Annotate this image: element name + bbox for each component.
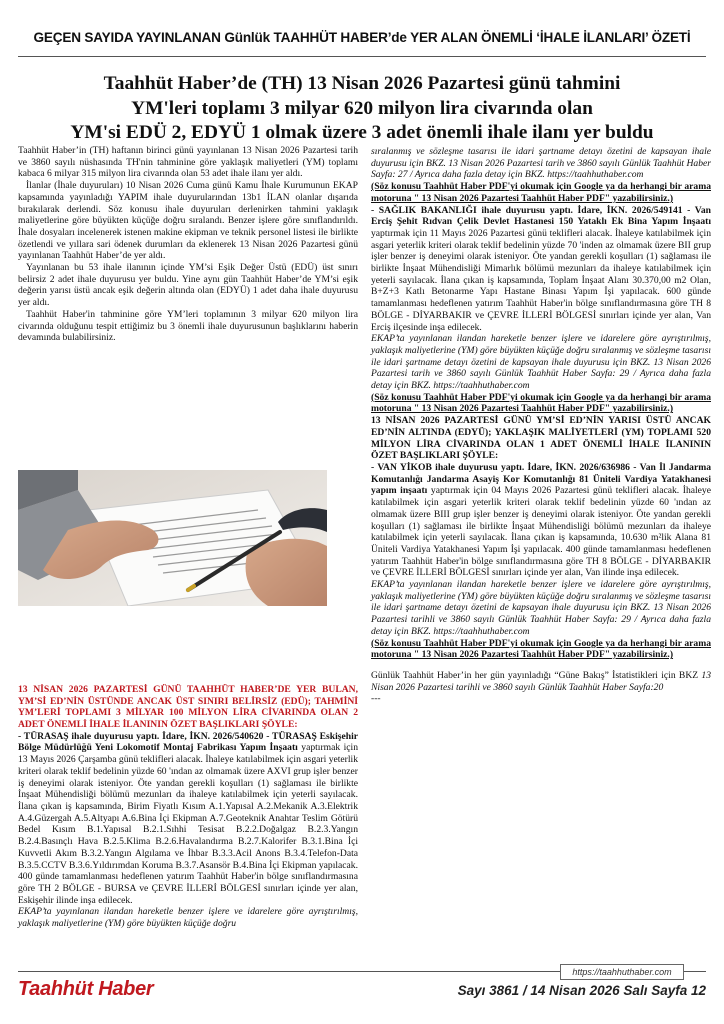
edyu-item-note: EKAP’ta yayınlanan ilandan hareketle benzer işlere ve idarelere göre ayrıştırılmış, yaklaşık maliyetlerine (YM) göre büyükten küçüğe doğru sıralanmış ve sözleşme tasarısı ile idari şartname detayı özetini de kapsayan ihale duyurusu için BKZ. 13 Nisan 2026 Pazartesi tarihli ve 3860 sayılı Günlük Taahhüt Haber Sayfa: 29 / Ayrıca daha fazla detay için BKZ. https://taahhuthaber.com [371,579,711,637]
closing-ref: 13 Nisan 2026 Pazartesi tarihli ve 3860 sayılı Günlük Taahhüt Haber Sayfa:20 [371,669,711,693]
edu-item-2-note: EKAP’ta yayınlanan ilandan hareketle benzer işlere ve idarelere göre ayrıştırılmış, yaklaşık maliyetlerine (YM) göre büyükten küçüğe doğru sıralanmış ve sözleşme tasarısı ile idari şartname detayı özetini de kapsayan ihale duyurusu için BKZ. 13 Nisan 2026 Pazartesi tarih ve 3860 sayılı Günlük Taahhüt Haber Sayfa: 29 / Ayrıca daha fazla detay için BKZ. https://taahhuthaber.com [371,333,711,392]
end-mark: --- [371,693,381,705]
edu-item-1-title: - TÜRASAŞ ihale duyurusu yaptı. İdare, İKN. 2026/540620 - TÜRASAŞ Eskişehir Bölge Müdürlüğü Yeni Lokomotif Montaj Fabrikası Yapım İnşaatı [18,730,358,754]
right-column [371,146,711,705]
closing-paragraph [371,670,711,693]
handshake-document-photo [18,470,327,606]
edu-item-2-title: - SAĞLIK BAKANLIĞI ihale duyurusu yaptı. İdare, İKN. 2026/549141 - Van Erciş Şehit Rıdvan Çelik Devlet Hastanesi 150 Yataklı Ek Bina Yapım İnşaatı [371,204,711,228]
edu-item-1-note-start: EKAP’ta yayınlanan ilandan hareketle benzer işlere ve idarelere göre ayrıştırılmış, yaklaşık maliyetlerine (YM) göre büyükten küçüğe doğru [18,906,358,930]
edu-item-1-note-end: sıralanmış ve sözleşme tasarısı ile idari şartname detayı özetini de kapsayan ihale duyurusu için BKZ. 13 Nisan 2026 Pazartesi tarih ve 3860 sayılı Günlük Taahhüt Haber Sayfa: 27 / Ayrıca daha fazla detay için BKZ. https://taahhuthaber.com [371,146,711,181]
edu-item-1-pdf-hint: (Söz konusu Taahhüt Haber PDF'yi okumak için Google ya da herhangi bir arama motoruna " 13 Nisan 2026 Pazartesi Taahhüt Haber PDF" yazabilirsiniz.) [371,181,711,204]
headline [18,72,706,146]
edu-item-2-pdf-hint: (Söz konusu Taahhüt Haber PDF'yi okumak için Google ya da herhangi bir arama motoruna " 13 Nisan 2026 Pazartesi Taahhüt Haber PDF" yazabilirsiniz.) [371,391,711,415]
spacer [371,661,711,670]
headline-line-2: YM'leri toplamı 3 milyar 620 milyon lira civarında olan [131,97,593,119]
edu-item-2 [371,205,711,334]
edyu-item-body: yaptırmak için 04 Mayıs 2026 Pazartesi günü teklifleri alacak. İhaleye katılabilmek için asgari yeterlik kriteri olarak teklif bedelinin yüzde 60 'ından az olmamak üzere BIII grup işler benzer iş deneyimi olarak isteniyor. Öte yandan gerekli koşulları (1) sağlaması ile birlikte İnşaat Mühendisliği bölümü mezunları da ihaleye katılabilmek için yeterli sayılacak. İlana çıkan iş kapsamında, 10.630 m²lik Alana 81 Üniteli Vardiya Yatakhanesi Yapım İşi yapılacak. 400 günde tamamlanması hedeflenen yatırım Taahhüt Haber'in bölge sınıflandırmasına göre TH 8 BÖLGE - DİYARBAKIR ve ÇEVRE İLLERİ BÖLGESİ sınırları içinde yer alan, Van ilinde inşa edilecek. [371,485,711,579]
edyu-item-pdf-hint: (Söz konusu Taahhüt Haber PDF'yi okumak için Google ya da herhangi bir arama motoruna " 13 Nisan 2026 Pazartesi Taahhüt Haber PDF" yazabilirsiniz.) [371,637,711,661]
headline-line-1: Taahhüt Haber’de (TH) 13 Nisan 2026 Pazartesi günü tahmini [103,73,621,94]
intro-paragraph-1: Taahhüt Haber’in (TH) haftanın birinci günü yayınlanan 13 Nisan 2026 Pazartesi tarih ve 3860 sayılı nüshasında TH'nin tahminine göre yaklaşık maliyetleri (YM) toplamı kabaca 6 milyar 315 milyon lira civarında olan 53 adet ihale ilanı yer aldı. [18,145,358,180]
issue-info: Sayı 3861 / 14 Nisan 2026 Salı Sayfa 12 [457,983,706,998]
top-banner: GEÇEN SAYIDA YAYINLANAN Günlük TAAHHÜT HABER’de YER ALAN ÖNEMLİ ‘İHALE İLANLARI’ ÖZETİ [33,30,691,45]
edu-item-2-body: yaptırmak için 11 Mayıs 2026 Pazartesi günü teklifleri alacak. İhaleye katılabilmek için asgari yeterlik kriteri olarak teklif bedelinin yüzde 70 'inden az olmamak üzere BII grup işler benzer iş deneyimi olarak isteniyor. Öte yandan gerekli koşulları (1) sağlaması ile birlikte İnşaat Mühendisliği Mimarlık bölümü mezunları da ihaleye katılabilmek için yeterli sayılacak. İlana çıkan iş kapsamında, Toplam İnşaat Alanı 30.370,00 m2 Olan, B+Z+3 Katlı Betonarme Yapı Hastane Binası Yapım İşi yapılacak. 600 günde tamamlanması hedeflenen yatırım Taahhüt Haber'in bölge sınıflandırmasına göre TH 8 BÖLGE - DİYARBAKIR ve ÇEVRE İLLERİ BÖLGESİ sınırları içinde yer alan, Van Erciş ilçesinde inşa edilecek. [371,227,711,333]
edu-section-heading: 13 NİSAN 2026 PAZARTESİ GÜNÜ TAAHHÜT HABER’DE YER BULAN, YM’Sİ ED’NİN ÜSTÜNDE ANCAK ÜST SINIRI BELİRSİZ (EDÜ); TAHMİNİ YM’LERİ TOPLAMI 3 MİLYAR 100 MİLYON LİRA CİVARINDA OLAN 2 ADET ÖNEMLİ İHALE İLANININ ÖZET BAŞLIKLARI ŞÖYLE: [18,683,358,731]
edyu-section-heading: 13 NİSAN 2026 PAZARTESİ GÜNÜ YM’Sİ ED’NİN YARISI ÜSTÜ ANCAK ED’NİN ALTINDA (EDYÜ); YAKLAŞIK MALİYETLERİ (YM) TOPLAMI 520 MİLYON LİRA CİVARINDA OLAN 1 ADET ÖNEMLİ İHALE İLANININ ÖZET BAŞLIKLARI ŞÖYLE: [371,415,711,462]
closing-text: Günlük Taahhüt Haber’in her gün yayınladığı “Güne Bakış” İstatistikleri için BKZ [371,669,702,681]
intro-paragraph-3: Yayınlanan bu 53 ihale ilanının içinde YM’si Eşik Değer Üstü (EDÜ) üst sınırı belirsiz 2 adet ihale duyurusu yer buldu. Yine aynı gün Taahhüt Haber’de YM’si eşik değerin yarısı üstü ancak eşik değerin altında olan (EDYÜ) 1 adet daha ihale duyurusu yer aldı. [18,262,358,309]
intro-paragraph-2: İlanlar (İhale duyuruları) 10 Nisan 2026 Cuma günü Kamu İhale Kurumunun EKAP kapsamında yayınladığı YAPIM ihale duyurularından 13b1 İLAN olanlar dışarıda bırakılarak derlendi. Söz konusu ihale duyuruları derlenirken tahmini yaklaşık maliyetlerine göre büyükten küçüğe doğru sıralandı. Benzer işlere göre sınıflandırıldı. İhale dosyaları incelenerek istenen makine ekipman ve teknik personel listesi ile birlikte özetlendi ve yıllara sari ödenek durumları da eklenerek 13 Nisan 2026 Pazartesi günü yayınlanan Taahhüt Haber’de yer aldı. [18,180,358,262]
edu-item-1-body: yaptırmak için 13 Mayıs 2026 Çarşamba günü teklifleri alacak. İhaleye katılabilmek için asgari yeterlik kriteri olarak teklif bedelinin yüzde 60 'ından az olmamak üzere AXVI grup işler benzer iş deneyimi olarak isteniyor. Öte yandan gerekli koşulları (1) sağlaması ile birlikte İnşaat Mühendisliği bölümü mezunları da ihaleye katılabilmek için yeterli sayılacak. İlana çıkan iş kapsamında, Birim Fiyatlı Kısım A.1.Yapısal A.2.Mekanik A.3.Elektrik A.4.Güzergah A.5.Altyapı A.6.Bina İçi Ekipman A.7.Geoteknik Anahtar Teslim Götürü Bedel Kısım B.1.Yapısal B.2.1.Sıhhi Tesisat B.2.2.Doğalgaz B.2.3.Yangın B.2.4.Basınçlı Hava B.2.5.Klima B.2.6.Havalandırma B.2.7.Kalorifer B.3.1.Bina İçi Kuvvetli Akım B.3.2.Yangın Algılama ve İhbar B.3.3.Acil Anons B.3.4.Telefon-Data B.3.5.CCTV B.3.6.Yıldırımdan Koruma B.3.7.Asansör B.4.Bina İçi Ekipman yapılacak. 400 günde tamamlanması hedeflenen yatırım Taahhüt Haber'in bölge sınıflandırmasına göre TH 2 BÖLGE - BURSA ve ÇEVRE İLLERİ BÖLGESİ sınırları içinde yer alan, Eskişehir ilinde inşa edilecek. [18,742,359,906]
edu-item-1 [18,731,358,907]
intro-paragraph-4: Taahhüt Haber'in tahminine göre YM’leri toplamının 3 milyar 620 milyon lira civarında olduğunu tespit ettiğimiz bu 3 önemli ihale duyurusunun başlıklarını haberin devamında bulabilirsiniz. [18,308,358,344]
headline-line-3: YM'si EDÜ 2, EDYÜ 1 olmak üzere 3 adet önemli ihale ilanı yer buldu [70,122,654,143]
edyu-item [371,462,711,579]
footer-url-link[interactable]: https://taahhuthaber.com [560,964,684,980]
brand-logo: Taahhüt Haber [18,978,154,1000]
top-divider [18,56,706,57]
photo-illustration [18,470,327,606]
edyu-item-title: - VAN YİKOB ihale duyurusu yaptı. İdare, İKN. 2026/636986 - Van İl Jandarma Komutanlığı Jandarma Asayiş Kor Komutanlığı 81 Üniteli Vardiya Yatakhanesi yapım inşaatı [371,461,711,497]
